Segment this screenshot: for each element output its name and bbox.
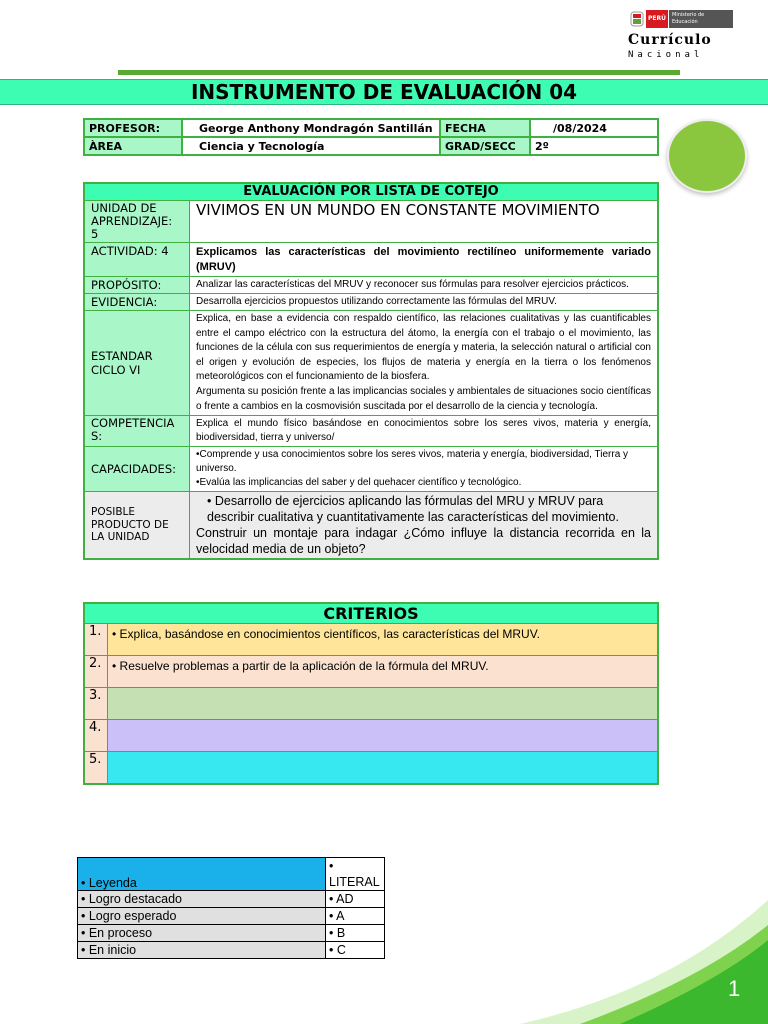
criterio-row <box>84 752 658 785</box>
unidad-label: UNIDAD DE APRENDIZAJE: 5 <box>84 201 190 243</box>
criterio-row <box>84 656 658 688</box>
evaluation-table <box>83 182 659 560</box>
peru-badge: PERÚ <box>646 10 668 28</box>
criterio-row <box>84 624 658 656</box>
criterio-text <box>108 720 659 752</box>
criterio-text <box>108 688 659 720</box>
profesor-label: PROFESOR: <box>84 119 182 137</box>
proposito-label: PROPÓSITO: <box>84 277 190 294</box>
legend-literal: • B <box>326 925 385 942</box>
producto-value <box>190 492 659 560</box>
criterios-header: CRITERIOS <box>84 603 658 624</box>
legend-item: • Logro destacado <box>78 891 326 908</box>
curriculo-nacional-logo <box>626 8 736 60</box>
logo-line-1: Currículo <box>628 32 712 48</box>
competencia-label: COMPETENCIAS: <box>84 416 190 447</box>
criterio-number: 1. <box>84 624 108 656</box>
evidencia-label: EVIDENCIA: <box>84 294 190 311</box>
header-divider <box>118 70 680 75</box>
criterio-row <box>84 688 658 720</box>
criterio-text <box>108 752 659 785</box>
info-table <box>83 118 659 156</box>
page-title: INSTRUMENTO DE EVALUACIÓN 04 <box>0 79 768 105</box>
estandar-value <box>190 311 659 416</box>
criterio-text: • Resuelve problemas a partir de la aplicación de la fórmula del MRUV. <box>108 656 659 688</box>
unidad-value: VIVIMOS EN UN MUNDO EN CONSTANTE MOVIMIENTO <box>190 201 659 243</box>
fecha-label: FECHA <box>440 119 530 137</box>
criterio-text: • Explica, basándose en conocimientos científicos, las características del MRUV. <box>108 624 659 656</box>
estandar-paragraph-1: Explica, en base a evidencia con respaldo científico, las relaciones cualitativas y las cuantificables entre el campo eléctrico con la estructura del átomo, la energía con el trabajo o el movimiento, las funciones de la célula con sus requerimientos de energía y materia, la selección natural o artificial con el origen y evolución de especies, los flujos de materia y energía en la tierra o los fenómenos meteorológicos con el funcionamiento de la biosfera. <box>196 313 651 383</box>
capacidades-value <box>190 447 659 492</box>
criterio-row <box>84 720 658 752</box>
coat-of-arms-icon <box>630 10 644 28</box>
grad-label: GRAD/SECC <box>440 137 530 155</box>
legend-literal: • A <box>326 908 385 925</box>
legend-header: • Leyenda <box>78 858 326 891</box>
criterios-table <box>83 602 659 785</box>
capacidad-item-2: •Evalúa las implicancias del saber y del quehacer científico y tecnológico. <box>196 477 522 489</box>
decorative-circle <box>667 119 747 193</box>
legend-table <box>77 857 385 959</box>
criterio-number: 5. <box>84 752 108 785</box>
area-label: ÀREA <box>84 137 182 155</box>
legend-item: • Logro esperado <box>78 908 326 925</box>
estandar-paragraph-2: Argumenta su posición frente a las implicancias sociales y ambientales de situaciones socio científicas o frente a cambios en la cosmovisión suscitada por el desarrollo de la ciencia y tecnología. <box>196 385 651 412</box>
actividad-value: Explicamos las características del movimiento rectilíneo uniformemente variado (MRUV) <box>190 243 659 277</box>
producto-label: POSIBLE PRODUCTO DE LA UNIDAD <box>84 492 190 560</box>
grad-value: 2º <box>530 137 658 155</box>
legend-literal: • C <box>326 942 385 959</box>
area-value: Ciencia y Tecnología <box>182 137 440 155</box>
corner-swoosh-decoration <box>520 880 768 1024</box>
evidencia-value: Desarrolla ejercicios propuestos utilizando correctamente las fórmulas del MRUV. <box>190 294 659 311</box>
literal-header: • LITERAL <box>326 858 385 891</box>
capacidades-label: CAPACIDADES: <box>84 447 190 492</box>
producto-item-1: • Desarrollo de ejercicios aplicando las fórmulas del MRU y MRUV para describir cualitativa y cuantitativamente las características del movimiento. <box>207 494 619 525</box>
competencia-value: Explica el mundo físico basándose en conocimientos sobre los seres vivos, materia y energía, biodiversidad, tierra y universo/ <box>190 416 659 447</box>
legend-item: • En proceso <box>78 925 326 942</box>
proposito-value: Analizar las características del MRUV y reconocer sus fórmulas para resolver ejercicios prácticos. <box>190 277 659 294</box>
estandar-label: ESTANDAR CICLO VI <box>84 311 190 416</box>
actividad-label: ACTIVIDAD: 4 <box>84 243 190 277</box>
criterio-number: 3. <box>84 688 108 720</box>
ministry-label: Ministerio de Educación <box>669 10 733 28</box>
criterio-number: 2. <box>84 656 108 688</box>
legend-literal: • AD <box>326 891 385 908</box>
capacidad-item-1: •Comprende y usa conocimientos sobre los seres vivos, materia y energía, biodiversidad, Tierra y universo. <box>196 449 629 475</box>
logo-line-2: Nacional <box>628 50 704 60</box>
fecha-value: /08/2024 <box>530 119 658 137</box>
profesor-value: George Anthony Mondragón Santillán <box>182 119 440 137</box>
evaluation-header: EVALUACIÓN POR LISTA DE COTEJO <box>84 183 658 201</box>
producto-item-2: Construir un montaje para indagar ¿Cómo influye la distancia recorrida en la velocidad media de un objeto? <box>196 526 651 557</box>
legend-item: • En inicio <box>78 942 326 959</box>
criterio-number: 4. <box>84 720 108 752</box>
page-number: 1 <box>728 976 741 1001</box>
